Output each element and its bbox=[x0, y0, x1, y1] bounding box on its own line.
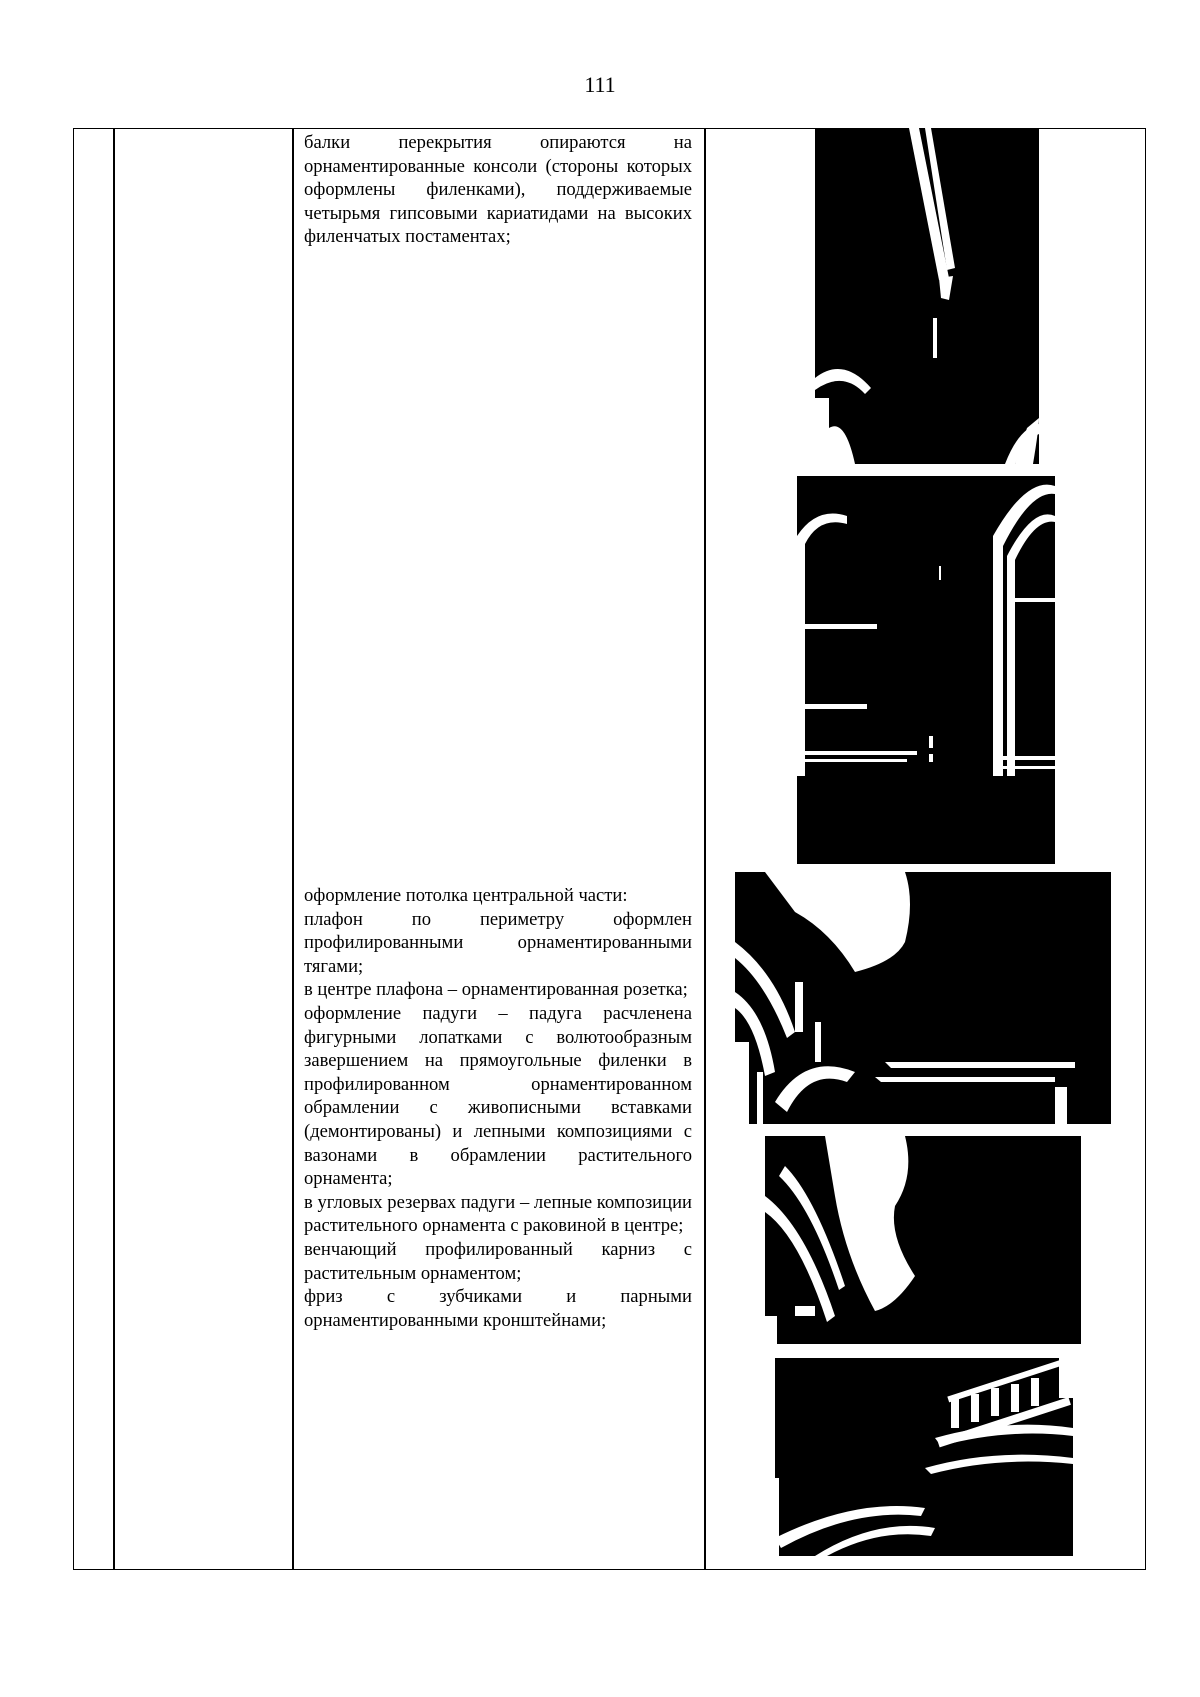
photo-vault-detail bbox=[765, 1136, 1081, 1344]
description-cell-row2 bbox=[304, 884, 692, 1332]
photo-vault-corner bbox=[735, 872, 1111, 1124]
description-paragraph: балки перекрытия опираются на орнаментированные консоли (стороны которых оформлены филенками), поддерживаемые четырьмя гипсовыми кариатидами на высоких филенчатых постаментах; bbox=[304, 132, 692, 248]
description-item: в угловых резервах падуги – лепные композиции растительного орнамента с раковиной в центре; bbox=[304, 1191, 692, 1237]
description-item: плафон по периметру оформлен профилированными орнаментированными тягами; bbox=[304, 908, 692, 977]
photo-arched-windows bbox=[797, 476, 1055, 864]
description-item: венчающий профилированный карниз с растительным орнаментом; bbox=[304, 1238, 692, 1284]
description-item: фриз с зубчиками и парными орнаментированными кронштейнами; bbox=[304, 1286, 692, 1331]
page-number: 111 bbox=[584, 72, 616, 97]
description-heading: оформление потолка центральной части: bbox=[304, 885, 628, 906]
column-divider-3 bbox=[704, 129, 706, 1569]
description-item: оформление падуги – падуга расчленена фигурными лопатками с волютообразным завершением на прямоугольные филенки в профилированном орнаментированном обрамлении с живописными вставками (демонтированы) и лепными композициями с вазонами в обрамлении растительного орнамента; bbox=[304, 1002, 692, 1190]
column-divider-1 bbox=[113, 129, 115, 1569]
description-item: в центре плафона – орнаментированная розетка; bbox=[304, 979, 688, 1001]
column-divider-2 bbox=[292, 129, 294, 1569]
photo-cornice-frieze bbox=[775, 1358, 1073, 1556]
photo-ceiling-beam bbox=[815, 128, 1039, 464]
description-cell-row1 bbox=[304, 131, 692, 249]
